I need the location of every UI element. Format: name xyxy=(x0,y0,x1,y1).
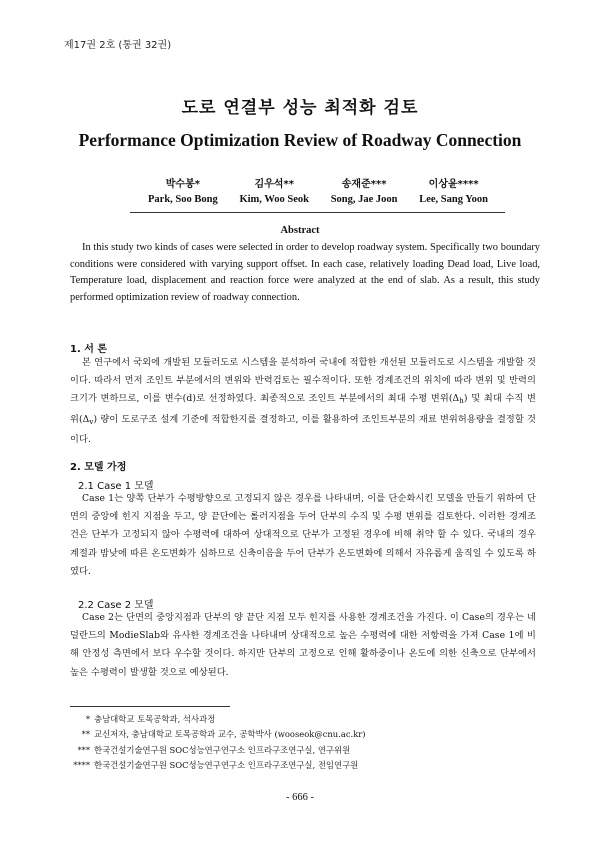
author-name-korean: 송재준*** xyxy=(341,179,387,190)
abstract-text: In this study two kinds of cases were selected in order to develop roadway system. Specifically two boundary conditions were considered with varying support offset. In each case, relatively loading Dead load, Live load, Temperature load, displacement and reaction force were analyzed at the end of slab. As a result, this study performed optimization review of roadway connection. xyxy=(70,242,540,303)
author-name-english: Park, Soo Bong xyxy=(148,194,218,205)
author-list xyxy=(148,175,488,205)
footnote-mark: ** xyxy=(81,729,90,740)
divider xyxy=(130,212,505,213)
subsection-heading-case1: 2.1 Case 1 모델 xyxy=(78,481,154,492)
footnotes xyxy=(70,712,366,774)
author-name-english: Kim, Woo Seok xyxy=(239,194,309,205)
footnote-text: 충남대학교 토목공학과, 석사과정 xyxy=(94,714,216,724)
author xyxy=(239,175,309,205)
footnote-mark: * xyxy=(85,714,90,724)
footnote-mark: *** xyxy=(77,744,90,755)
footnote-text: 한국건설기술연구원 SOC성능연구연구소 인프라구조연구실, 연구위원 xyxy=(94,744,351,755)
footnote xyxy=(70,743,366,758)
author-name-english: Lee, Sang Yoon xyxy=(419,194,488,205)
footnote-text: 한국건설기술연구원 SOC성능연구연구소 인프라구조연구실, 전임연구원 xyxy=(94,760,359,771)
author xyxy=(331,175,398,205)
journal-header: 제17권 2호 (통권 32권) xyxy=(64,40,172,51)
page-number: - 666 - xyxy=(286,792,314,803)
footnote xyxy=(70,727,366,742)
footnote-divider xyxy=(70,706,230,707)
author xyxy=(148,175,218,205)
section-heading-model: 2. 모델 가정 xyxy=(70,462,127,473)
author-name-korean: 박수봉* xyxy=(165,179,200,190)
delta-symbol: Δ xyxy=(82,413,90,425)
section-heading-introduction: 1. 서 론 xyxy=(70,344,108,355)
subscript-v: v xyxy=(89,417,94,426)
paragraph-text: ) 및 최대 수직 변위( xyxy=(70,393,536,425)
author-name-korean: 이상윤**** xyxy=(428,179,479,190)
footnote-text: 교신저자, 충남대학교 토목공학과 교수, 공학박사 (wooseok@cnu.ac.kr) xyxy=(94,729,366,740)
author xyxy=(419,175,488,205)
paragraph-text: ) 량이 도로구조 설계 기준에 적합한지를 결정하고, 이를 활용하여 조인트부분의 재료 변위허용량을 결정할 것이다. xyxy=(70,413,536,445)
footnote xyxy=(70,758,366,773)
abstract-heading: Abstract xyxy=(280,225,320,236)
title-english: Performance Optimization Review of Roadway Connection xyxy=(78,130,522,150)
author-name-korean: 김우석** xyxy=(254,179,294,190)
subsection-heading-case2: 2.2 Case 2 모델 xyxy=(78,600,154,611)
title-korean: 도로 연결부 성능 최적화 검토 xyxy=(181,98,419,118)
introduction-paragraph xyxy=(70,354,536,449)
footnote xyxy=(70,712,366,727)
case2-paragraph: Case 2는 단면의 중앙지점과 단부의 양 끝단 지점 모두 힌지를 사용한 경계조건을 가진다. 이 Case의 경우는 네덜란드의 ModieSlab와 유사한 경계조건을 나타내며 상대적으로 높은 수평력에 대한 저항력을 가져 Case 1에 비해 안정성 측면에서 보다 우수할 것이다. 하지만 단부의 고정으로 인해 활하중이나 온도에 의한 신축으로 단부에서 높은 수평력이 발생할 것으로 예상된다. xyxy=(70,612,536,678)
paragraph-text: 본 연구에서 국외에 개발된 모듈러도로 시스템을 분석하여 국내에 적합한 개선된 모듈러도로 시스템을 개발할 것이다. 따라서 먼저 조인트 부분에서의 변위와 반력검토는 필수적이다. 또한 경계조건의 위치에 따라 변위 및 반력의 크기가 변하므로, 이를 변수(d)로 선정하였다. 최종적으로 조인트 부분에서의 최대 수평 변위( xyxy=(70,357,536,405)
subscript-h: h xyxy=(459,397,464,406)
footnote-mark: **** xyxy=(73,760,90,771)
case1-paragraph: Case 1는 양쪽 단부가 수평방향으로 고정되지 않은 경우를 나타내며, 이를 단순화시킨 모델을 만들기 위하여 단면의 중앙에 힌지 지점을 두고, 양 끝단에는 롤러지점을 두어 단부의 수직 및 수평 변위를 검토한다. 이러한 경계조건은 단부가 고정되지 않아 수평력에 대하여 상대적으로 단부가 고정된 경우에 비해 취약 할 수 있다. 국내의 경우 계절과 밤낮에 따른 온도변화가 심하므로 신축이음을 두어 단부가 온도변화에 의해서 자유롭게 움직일 수 있도록 하였다. xyxy=(70,493,536,577)
delta-symbol: Δ xyxy=(452,393,460,405)
author-name-english: Song, Jae Joon xyxy=(330,194,398,205)
